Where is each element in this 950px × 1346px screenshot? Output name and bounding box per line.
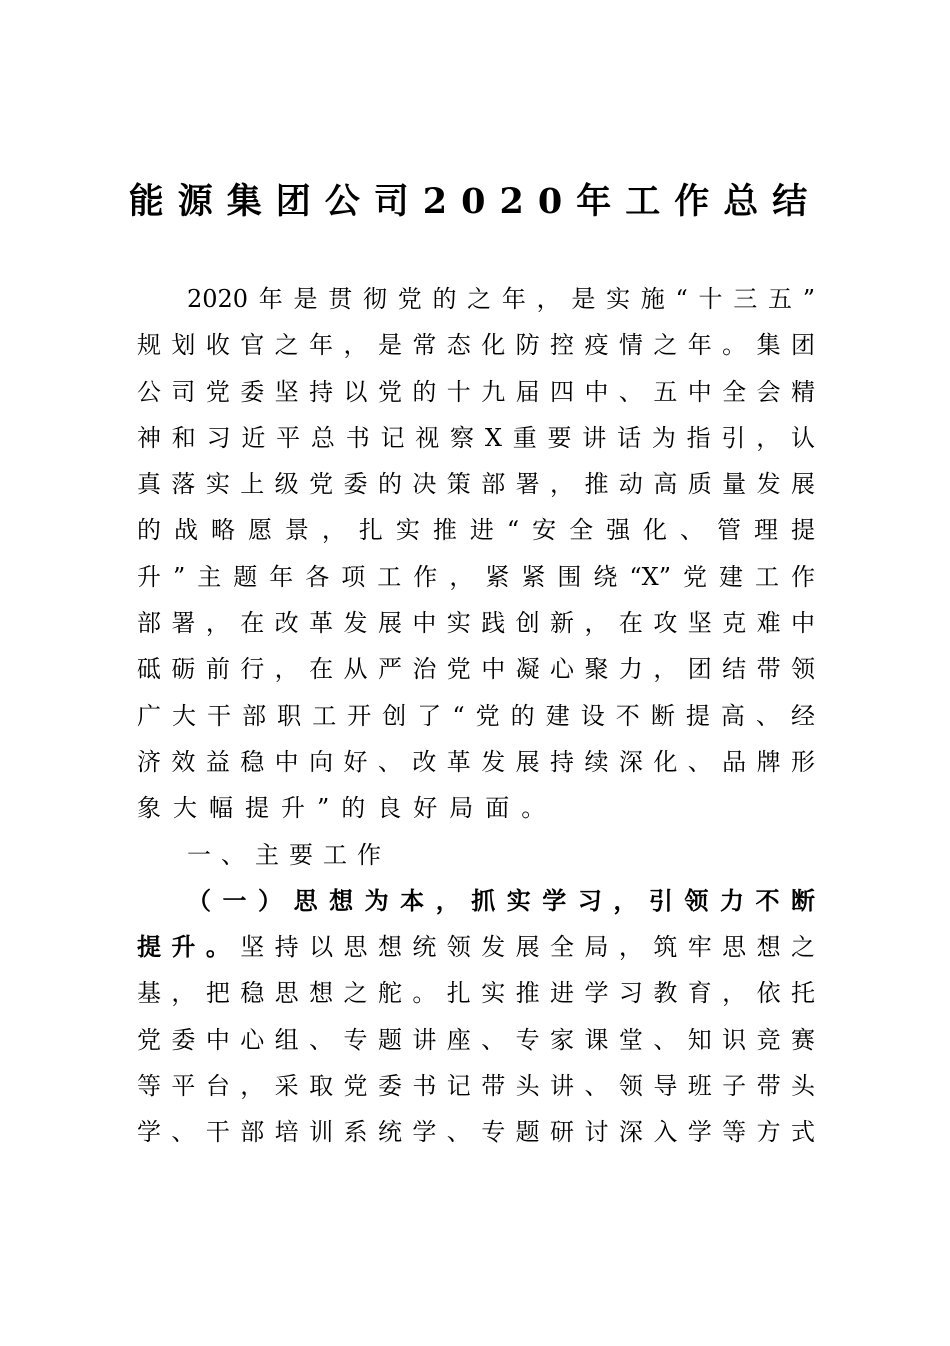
- subsection-line: 学​、​干​部​培​训​系​统​学​、​专​题​研​讨​深​入​学​等​方​式: [137, 1118, 815, 1147]
- paragraph-line: 真​落​实​上​级​党​委​的​决​策​部​署​，​推​动​高​质​量​发​展: [137, 470, 815, 499]
- subsection-heading-line: （​一​）​思​想​为​本​，​抓​实​学​习​，​引​领​力​不​断: [187, 885, 815, 915]
- document-title: 能源集团公司2020年工作总结: [128, 181, 822, 222]
- subsection-heading-end: 提升。: [137, 932, 241, 962]
- paragraph-line: 广​大​干​部​职​工​开​创​了​“​党​的​建​设​不​断​提​高​、​经: [137, 701, 815, 730]
- document-body: [137, 276, 815, 1156]
- subsection-line: 党​委​中​心​组​、​专​题​讲​座​、​专​家​课​堂​、​知​识​竞​赛: [137, 1025, 815, 1054]
- paragraph-line: 神​和​习​近​平​总​书​记​视​察​X​重​要​讲​话​为​指​引​，​认: [137, 423, 815, 452]
- subsection-line: 基​，​把​稳​思​想​之​舵​。​扎​实​推​进​学​习​教​育​，​依​托: [137, 979, 815, 1008]
- paragraph-line: 济​效​益​稳​中​向​好​、​改​革​发​展​持​续​深​化​、​品​牌​形: [137, 747, 815, 776]
- paragraph-line: 升​”​主​题​年​各​项​工​作​，​紧​紧​围​绕​“​X​”​党​建​工​作: [137, 562, 815, 591]
- paragraph-line: 公​司​党​委​坚​持​以​党​的​十​九​届​四​中​、​五​中​全​会​精: [137, 377, 815, 406]
- paragraph-line: 规​划​收​官​之​年​，​是​常​态​化​防​控​疫​情​之​年​。​集​团: [137, 331, 815, 360]
- paragraph-line: 2​0​2​0​年​是​贯​彻​党​的​之​年​，​是​实​施​“​十​三​五​”: [187, 285, 815, 313]
- section-heading: 一、主要工作: [187, 840, 391, 869]
- paragraph-line: 象大幅提升”的良好局面。: [137, 794, 558, 823]
- subsection-line: [137, 924, 815, 970]
- paragraph-line: 的​战​略​愿​景​，​扎​实​推​进​“​安​全​强​化​、​管​理​提: [137, 516, 815, 545]
- paragraph-line: 部​署​，​在​改​革​发​展​中​实​践​创​新​，​在​攻​坚​克​难​中: [137, 609, 815, 638]
- subsection-text: 坚持以思想统领发展全局，筑牢思想之: [240, 933, 815, 962]
- paragraph-line: 砥​砺​前​行​，​在​从​严​治​党​中​凝​心​聚​力​，​团​结​带​领: [137, 655, 815, 684]
- subsection-line: 等​平​台​，​采​取​党​委​书​记​带​头​讲​、​领​导​班​子​带​头: [137, 1072, 815, 1101]
